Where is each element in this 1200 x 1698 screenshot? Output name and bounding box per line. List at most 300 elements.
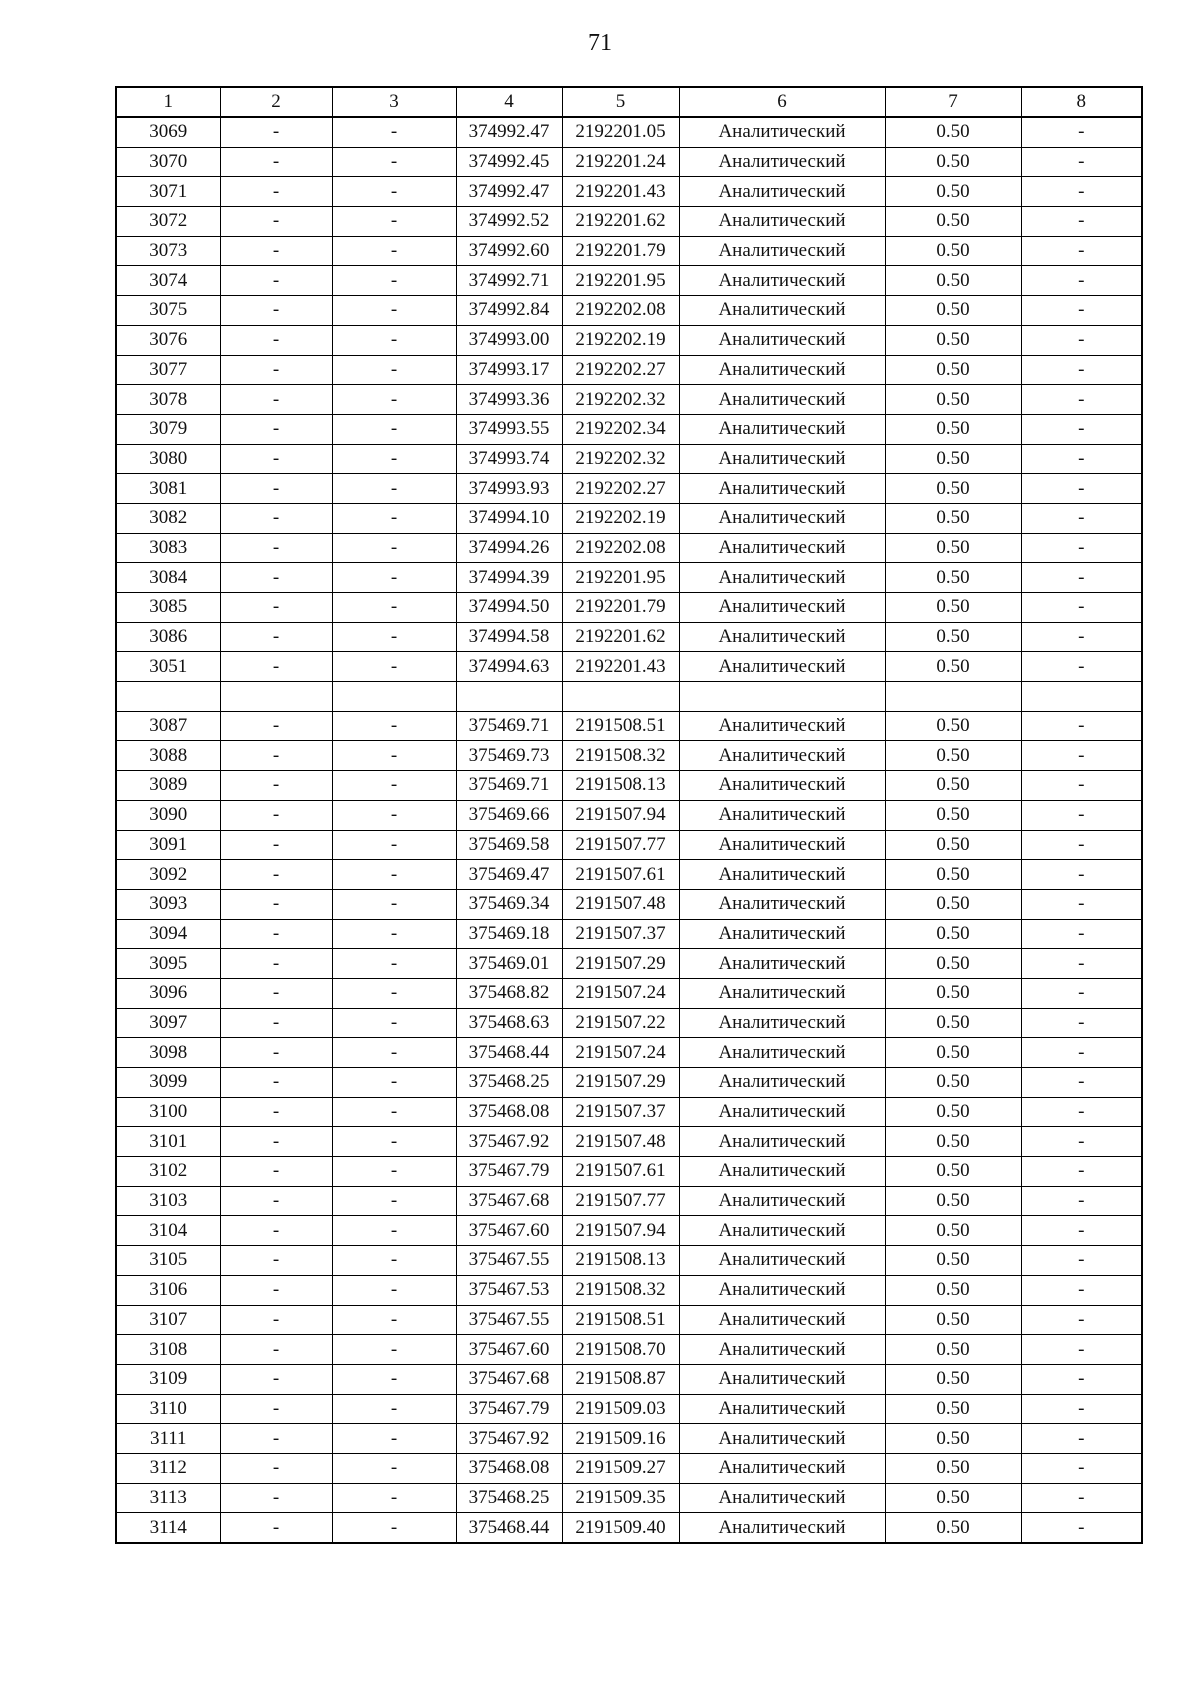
col3-cell: - [332,1394,456,1424]
col2-cell: - [220,1038,332,1068]
accuracy-cell: 0.50 [885,533,1021,563]
accuracy-cell: 0.50 [885,503,1021,533]
x-coordinate-cell: 375469.71 [456,771,562,801]
column-header: 5 [562,87,679,117]
col2-cell: - [220,1424,332,1454]
method-cell [679,682,885,712]
col3-cell: - [332,622,456,652]
x-coordinate-cell: 374992.60 [456,236,562,266]
col2-cell: - [220,1335,332,1365]
y-coordinate-cell: 2192202.32 [562,385,679,415]
accuracy-cell: 0.50 [885,622,1021,652]
y-coordinate-cell: 2191509.03 [562,1394,679,1424]
x-coordinate-cell: 374992.47 [456,117,562,147]
x-coordinate-cell: 374993.74 [456,444,562,474]
point-number-cell: 3098 [116,1038,220,1068]
accuracy-cell: 0.50 [885,1186,1021,1216]
table-row [116,1394,1142,1424]
x-coordinate-cell: 375468.44 [456,1513,562,1543]
accuracy-cell: 0.50 [885,355,1021,385]
col8-cell: - [1021,533,1142,563]
accuracy-cell: 0.50 [885,1453,1021,1483]
col2-cell: - [220,236,332,266]
method-cell: Аналитический [679,385,885,415]
y-coordinate-cell: 2191507.77 [562,1186,679,1216]
col2-cell: - [220,889,332,919]
x-coordinate-cell: 375468.25 [456,1068,562,1098]
table-row [116,1335,1142,1365]
col2-cell: - [220,147,332,177]
col2-cell: - [220,325,332,355]
method-cell: Аналитический [679,919,885,949]
x-coordinate-cell: 374994.39 [456,563,562,593]
accuracy-cell: 0.50 [885,1364,1021,1394]
col8-cell: - [1021,296,1142,326]
col3-cell: - [332,1127,456,1157]
method-cell: Аналитический [679,414,885,444]
method-cell: Аналитический [679,117,885,147]
col8-cell: - [1021,1513,1142,1543]
point-number-cell: 3106 [116,1275,220,1305]
method-cell: Аналитический [679,1424,885,1454]
col8-cell: - [1021,474,1142,504]
x-coordinate-cell: 375467.92 [456,1127,562,1157]
y-coordinate-cell: 2191507.22 [562,1008,679,1038]
column-header: 3 [332,87,456,117]
y-coordinate-cell: 2192201.05 [562,117,679,147]
y-coordinate-cell: 2192202.34 [562,414,679,444]
table-row [116,266,1142,296]
accuracy-cell: 0.50 [885,414,1021,444]
y-coordinate-cell: 2191507.37 [562,919,679,949]
method-cell: Аналитический [679,711,885,741]
col3-cell: - [332,325,456,355]
table-row [116,444,1142,474]
accuracy-cell: 0.50 [885,1513,1021,1543]
y-coordinate-cell: 2191507.61 [562,1157,679,1187]
method-cell: Аналитический [679,474,885,504]
method-cell: Аналитический [679,1453,885,1483]
y-coordinate-cell: 2191508.87 [562,1364,679,1394]
col2-cell: - [220,1305,332,1335]
y-coordinate-cell: 2191509.35 [562,1483,679,1513]
col3-cell: - [332,1483,456,1513]
method-cell: Аналитический [679,889,885,919]
col3-cell: - [332,830,456,860]
accuracy-cell: 0.50 [885,1157,1021,1187]
method-cell: Аналитический [679,800,885,830]
table-row [116,474,1142,504]
method-cell: Аналитический [679,503,885,533]
col8-cell: - [1021,919,1142,949]
point-number-cell: 3101 [116,1127,220,1157]
point-number-cell: 3076 [116,325,220,355]
method-cell: Аналитический [679,1038,885,1068]
col2-cell: - [220,1008,332,1038]
point-number-cell: 3087 [116,711,220,741]
col8-cell: - [1021,1157,1142,1187]
col2-cell: - [220,919,332,949]
col2-cell: - [220,266,332,296]
y-coordinate-cell: 2192201.43 [562,177,679,207]
col8-cell: - [1021,1127,1142,1157]
col2-cell: - [220,355,332,385]
y-coordinate-cell: 2192201.79 [562,593,679,623]
point-number-cell: 3091 [116,830,220,860]
accuracy-cell: 0.50 [885,593,1021,623]
col8-cell: - [1021,385,1142,415]
col3-cell: - [332,266,456,296]
accuracy-cell: 0.50 [885,1394,1021,1424]
x-coordinate-cell: 375467.53 [456,1275,562,1305]
column-header: 1 [116,87,220,117]
table-row [116,207,1142,237]
col2-cell: - [220,800,332,830]
col2-cell: - [220,1157,332,1187]
table-row [116,1275,1142,1305]
x-coordinate-cell: 374992.71 [456,266,562,296]
x-coordinate-cell: 375468.08 [456,1453,562,1483]
x-coordinate-cell: 375469.58 [456,830,562,860]
accuracy-cell: 0.50 [885,296,1021,326]
table-row [116,1453,1142,1483]
col8-cell [1021,682,1142,712]
y-coordinate-cell: 2192201.95 [562,266,679,296]
col3-cell: - [332,860,456,890]
col3-cell: - [332,236,456,266]
x-coordinate-cell: 375467.60 [456,1216,562,1246]
col3-cell: - [332,563,456,593]
accuracy-cell: 0.50 [885,1275,1021,1305]
col2-cell: - [220,117,332,147]
col2-cell: - [220,830,332,860]
table-body [116,117,1142,1543]
method-cell: Аналитический [679,355,885,385]
method-cell: Аналитический [679,1246,885,1276]
col2-cell: - [220,414,332,444]
accuracy-cell: 0.50 [885,1127,1021,1157]
y-coordinate-cell: 2192202.27 [562,474,679,504]
y-coordinate-cell: 2191508.13 [562,771,679,801]
y-coordinate-cell: 2191508.32 [562,741,679,771]
col8-cell: - [1021,949,1142,979]
page-number: 71 [588,30,612,56]
method-cell: Аналитический [679,266,885,296]
x-coordinate-cell: 374993.00 [456,325,562,355]
table-row [116,652,1142,682]
point-number-cell: 3094 [116,919,220,949]
accuracy-cell: 0.50 [885,860,1021,890]
method-cell: Аналитический [679,177,885,207]
accuracy-cell: 0.50 [885,385,1021,415]
x-coordinate-cell: 375469.18 [456,919,562,949]
col2-cell: - [220,385,332,415]
point-number-cell: 3100 [116,1097,220,1127]
point-number-cell: 3051 [116,652,220,682]
col2-cell: - [220,949,332,979]
accuracy-cell: 0.50 [885,207,1021,237]
method-cell: Аналитический [679,207,885,237]
col8-cell: - [1021,889,1142,919]
x-coordinate-cell: 375469.71 [456,711,562,741]
col2-cell: - [220,207,332,237]
table-header-row [116,87,1142,117]
col2-cell: - [220,444,332,474]
point-number-cell: 3109 [116,1364,220,1394]
col2-cell: - [220,978,332,1008]
col3-cell: - [332,1216,456,1246]
col8-cell: - [1021,1008,1142,1038]
col3-cell [332,682,456,712]
col8-cell: - [1021,207,1142,237]
col8-cell: - [1021,593,1142,623]
accuracy-cell: 0.50 [885,1097,1021,1127]
accuracy-cell: 0.50 [885,1216,1021,1246]
point-number-cell: 3075 [116,296,220,326]
table-row [116,800,1142,830]
x-coordinate-cell: 375467.68 [456,1364,562,1394]
col8-cell: - [1021,355,1142,385]
accuracy-cell: 0.50 [885,1335,1021,1365]
accuracy-cell: 0.50 [885,830,1021,860]
col3-cell: - [332,919,456,949]
point-number-cell: 3097 [116,1008,220,1038]
col2-cell: - [220,711,332,741]
table-row [116,1483,1142,1513]
col3-cell: - [332,1513,456,1543]
table-row [116,889,1142,919]
col2-cell: - [220,1127,332,1157]
table-row [116,771,1142,801]
point-number-cell: 3089 [116,771,220,801]
col8-cell: - [1021,1483,1142,1513]
table-row [116,296,1142,326]
col3-cell: - [332,800,456,830]
accuracy-cell: 0.50 [885,1246,1021,1276]
accuracy-cell: 0.50 [885,147,1021,177]
table-row [116,236,1142,266]
method-cell: Аналитический [679,1335,885,1365]
table-row [116,682,1142,712]
x-coordinate-cell: 375468.25 [456,1483,562,1513]
col8-cell: - [1021,177,1142,207]
point-number-cell: 3073 [116,236,220,266]
col2-cell: - [220,1364,332,1394]
table-row [116,325,1142,355]
accuracy-cell: 0.50 [885,1424,1021,1454]
method-cell: Аналитический [679,1275,885,1305]
table-row [116,355,1142,385]
col8-cell: - [1021,1424,1142,1454]
col8-cell: - [1021,1038,1142,1068]
y-coordinate-cell: 2192201.95 [562,563,679,593]
column-header: 2 [220,87,332,117]
point-number-cell: 3090 [116,800,220,830]
point-number-cell: 3081 [116,474,220,504]
table-row [116,1186,1142,1216]
col2-cell: - [220,1394,332,1424]
col8-cell: - [1021,503,1142,533]
table-row [116,147,1142,177]
x-coordinate-cell: 374994.63 [456,652,562,682]
y-coordinate-cell: 2192201.79 [562,236,679,266]
point-number-cell: 3113 [116,1483,220,1513]
col8-cell: - [1021,830,1142,860]
col2-cell: - [220,1275,332,1305]
col8-cell: - [1021,1216,1142,1246]
col2-cell: - [220,1186,332,1216]
point-number-cell: 3095 [116,949,220,979]
col8-cell: - [1021,622,1142,652]
y-coordinate-cell: 2192202.19 [562,503,679,533]
col3-cell: - [332,444,456,474]
col2-cell: - [220,1068,332,1098]
point-number-cell: 3107 [116,1305,220,1335]
accuracy-cell: 0.50 [885,711,1021,741]
x-coordinate-cell: 374993.36 [456,385,562,415]
table-row [116,1364,1142,1394]
y-coordinate-cell: 2192202.08 [562,296,679,326]
col8-cell: - [1021,563,1142,593]
y-coordinate-cell: 2191508.70 [562,1335,679,1365]
method-cell: Аналитический [679,1364,885,1394]
col3-cell: - [332,978,456,1008]
accuracy-cell: 0.50 [885,177,1021,207]
table-row [116,919,1142,949]
y-coordinate-cell: 2191508.13 [562,1246,679,1276]
accuracy-cell: 0.50 [885,1068,1021,1098]
point-number-cell: 3080 [116,444,220,474]
col3-cell: - [332,296,456,326]
col8-cell: - [1021,1275,1142,1305]
accuracy-cell: 0.50 [885,1483,1021,1513]
x-coordinate-cell: 374994.10 [456,503,562,533]
method-cell: Аналитический [679,147,885,177]
y-coordinate-cell: 2191507.77 [562,830,679,860]
point-number-cell: 3112 [116,1453,220,1483]
col3-cell: - [332,1335,456,1365]
col2-cell: - [220,741,332,771]
point-number-cell: 3102 [116,1157,220,1187]
table-row [116,830,1142,860]
col2-cell: - [220,771,332,801]
col3-cell: - [332,711,456,741]
col8-cell: - [1021,1335,1142,1365]
method-cell: Аналитический [679,830,885,860]
col8-cell: - [1021,266,1142,296]
y-coordinate-cell: 2191507.61 [562,860,679,890]
y-coordinate-cell: 2191507.24 [562,978,679,1008]
accuracy-cell: 0.50 [885,919,1021,949]
col8-cell: - [1021,1246,1142,1276]
method-cell: Аналитический [679,325,885,355]
y-coordinate-cell: 2191509.16 [562,1424,679,1454]
table-row [116,385,1142,415]
col2-cell: - [220,474,332,504]
table-row [116,1157,1142,1187]
col8-cell: - [1021,147,1142,177]
x-coordinate-cell: 374992.45 [456,147,562,177]
col3-cell: - [332,1246,456,1276]
x-coordinate-cell: 375467.92 [456,1424,562,1454]
table-row [116,177,1142,207]
method-cell: Аналитический [679,771,885,801]
y-coordinate-cell: 2192202.19 [562,325,679,355]
method-cell: Аналитический [679,652,885,682]
accuracy-cell: 0.50 [885,889,1021,919]
column-header: 8 [1021,87,1142,117]
x-coordinate-cell: 374994.50 [456,593,562,623]
method-cell: Аналитический [679,1127,885,1157]
method-cell: Аналитический [679,978,885,1008]
method-cell: Аналитический [679,1483,885,1513]
x-coordinate-cell: 374993.17 [456,355,562,385]
accuracy-cell: 0.50 [885,1038,1021,1068]
column-header: 6 [679,87,885,117]
table-row [116,978,1142,1008]
y-coordinate-cell [562,682,679,712]
col3-cell: - [332,1453,456,1483]
col2-cell: - [220,533,332,563]
x-coordinate-cell: 375468.63 [456,1008,562,1038]
accuracy-cell: 0.50 [885,741,1021,771]
x-coordinate-cell: 375469.47 [456,860,562,890]
coordinates-table [115,86,1143,1544]
point-number-cell: 3096 [116,978,220,1008]
y-coordinate-cell: 2191507.37 [562,1097,679,1127]
point-number-cell: 3099 [116,1068,220,1098]
point-number-cell: 3070 [116,147,220,177]
point-number-cell: 3071 [116,177,220,207]
accuracy-cell: 0.50 [885,800,1021,830]
col3-cell: - [332,414,456,444]
accuracy-cell: 0.50 [885,652,1021,682]
table-row [116,1216,1142,1246]
method-cell: Аналитический [679,296,885,326]
x-coordinate-cell: 374994.26 [456,533,562,563]
method-cell: Аналитический [679,860,885,890]
col3-cell: - [332,593,456,623]
table-row [116,414,1142,444]
y-coordinate-cell: 2192201.43 [562,652,679,682]
y-coordinate-cell: 2191508.51 [562,711,679,741]
point-number-cell: 3086 [116,622,220,652]
method-cell: Аналитический [679,1097,885,1127]
accuracy-cell [885,682,1021,712]
col2-cell: - [220,860,332,890]
x-coordinate-cell: 374993.93 [456,474,562,504]
col3-cell: - [332,1275,456,1305]
col8-cell: - [1021,117,1142,147]
x-coordinate-cell: 374994.58 [456,622,562,652]
method-cell: Аналитический [679,236,885,266]
x-coordinate-cell: 375467.68 [456,1186,562,1216]
col8-cell: - [1021,414,1142,444]
y-coordinate-cell: 2191507.29 [562,1068,679,1098]
table-row [116,117,1142,147]
col2-cell: - [220,1483,332,1513]
col3-cell: - [332,1424,456,1454]
method-cell: Аналитический [679,593,885,623]
table-row [116,533,1142,563]
col8-cell: - [1021,1186,1142,1216]
col8-cell: - [1021,741,1142,771]
col3-cell: - [332,1157,456,1187]
y-coordinate-cell: 2191507.94 [562,1216,679,1246]
table-row [116,563,1142,593]
point-number-cell: 3085 [116,593,220,623]
col2-cell: - [220,1513,332,1543]
